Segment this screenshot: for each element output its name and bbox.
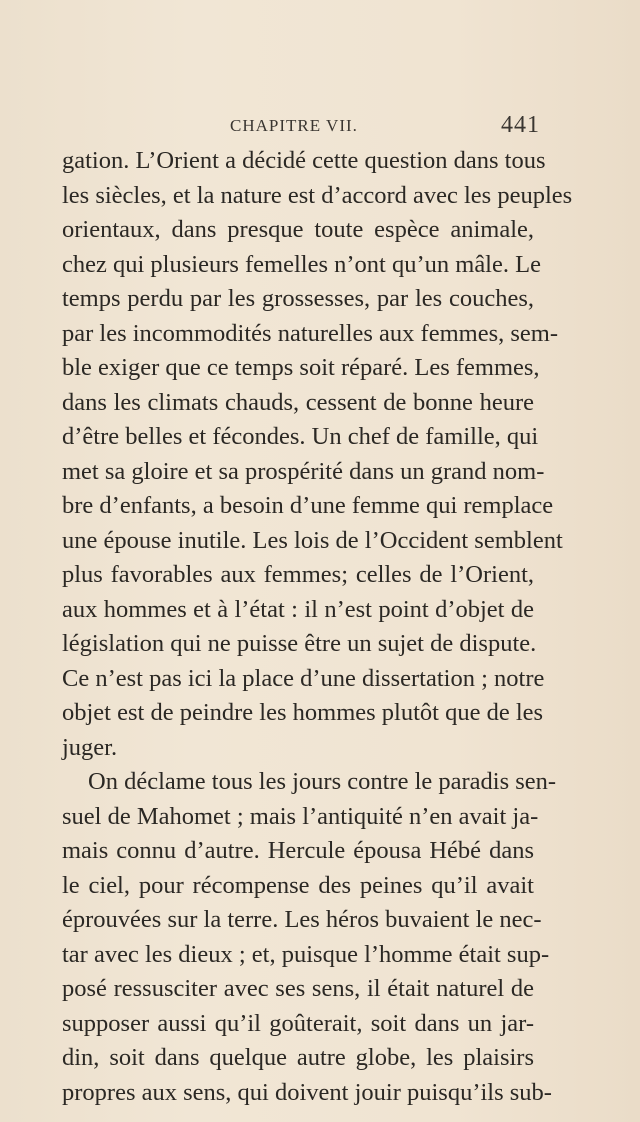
text-line: aux hommes et à l’état : il n’est point d’objet de xyxy=(62,595,534,623)
paragraph-end-line: juger. xyxy=(62,733,118,761)
body-text xyxy=(62,144,573,1110)
running-head xyxy=(230,112,540,144)
text-line: bre d’enfants, a besoin d’une femme qui remplace xyxy=(62,492,554,519)
text-line: Ce n’est pas ici la place d’une dissertation ; notre xyxy=(62,664,545,692)
text-line: éprouvées sur la terre. Les héros buvaient le nec- xyxy=(62,906,542,933)
text-line: temps perdu par les grossesses, par les couches, xyxy=(62,285,534,312)
text-line: posé ressusciter avec ses sens, il était naturel de xyxy=(62,975,534,1002)
text-line: dans les climats chauds, cessent de bonne heure xyxy=(62,388,534,416)
paragraph-start-line: On déclame tous les jours contre le paradis sen- xyxy=(88,768,557,795)
text-line: plus favorables aux femmes; celles de l’Orient, xyxy=(62,561,534,588)
text-line: par les incommodités naturelles aux femmes, sem- xyxy=(62,319,558,347)
text-line: gation. L’Orient a décidé cette question dans tous xyxy=(62,147,546,174)
page-number: 441 xyxy=(501,112,540,138)
text-line: propres aux sens, qui doivent jouir puisqu’ils sub- xyxy=(62,1078,552,1106)
text-line: le ciel, pour récompense des peines qu’il avait xyxy=(62,871,534,899)
text-line: supposer aussi qu’il goûterait, soit dans un jar- xyxy=(62,1009,534,1037)
text-line: une épouse inutile. Les lois de l’Occident semblent xyxy=(62,526,563,554)
text-line: objet est de peindre les hommes plutôt que de les xyxy=(62,699,544,726)
text-line: suel de Mahomet ; mais l’antiquité n’en avait ja- xyxy=(62,802,539,830)
text-line: législation qui ne puisse être un sujet de dispute. xyxy=(62,630,537,657)
text-line: tar avec les dieux ; et, puisque l’homme était sup- xyxy=(62,940,550,968)
text-line: mais connu d’autre. Hercule épousa Hébé dans xyxy=(62,837,534,864)
text-line: d’être belles et fécondes. Un chef de famille, qui xyxy=(62,423,539,450)
text-line: les siècles, et la nature est d’accord avec les peuples xyxy=(62,181,573,209)
text-line: met sa gloire et sa prospérité dans un grand nom- xyxy=(62,457,545,485)
chapter-title: CHAPITRE VII. xyxy=(230,116,358,135)
text-line: ble exiger que ce temps soit réparé. Les femmes, xyxy=(62,354,540,381)
text-line: chez qui plusieurs femelles n’ont qu’un mâle. Le xyxy=(62,250,541,278)
text-line: orientaux, dans presque toute espèce animale, xyxy=(62,216,534,243)
text-line: din, soit dans quelque autre globe, les plaisirs xyxy=(62,1044,534,1071)
